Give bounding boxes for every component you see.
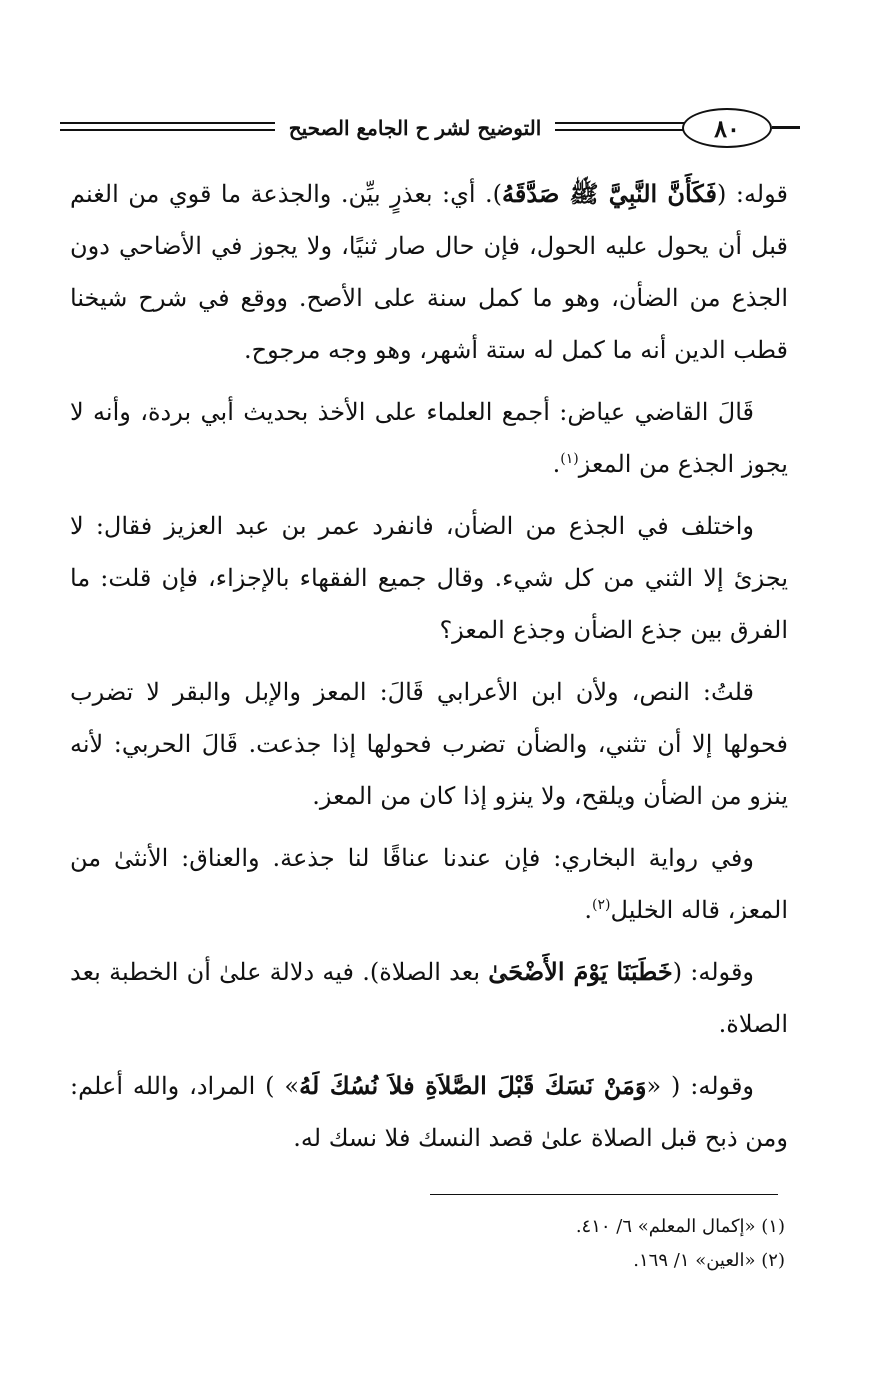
paragraph-2 bbox=[70, 386, 788, 490]
paragraph-5 bbox=[70, 832, 788, 936]
paragraph-3: واختلف في الجذع من الضأن، فانفرد عمر بن عبد العزيز فقال: لا يجزئ إلا الثني من كل شيء. وقال جميع الفقهاء بالإجزاء، فإن قلت: ما الفرق بين جذع الضأن وجذع المعز؟ bbox=[70, 512, 788, 644]
footnote-1: (١) «إكمال المعلم» ٦/ ٤١٠. bbox=[575, 1216, 785, 1237]
hadith-quote: وَمَنْ نَسَكَ قَبْلَ الصَّلاَةِ فلاَ نُسُكَ لَهُ bbox=[299, 1071, 647, 1100]
text: ). أي: بعذرٍ بيِّن. والجذعة ما قوي من الغنم قبل أن يحول عليه الحول، فإن حال صار ثنيًا، ولا يجوز في الأضاحي دون الجذع من الضأن، وهو ما كمل سنة على الأصح. ووقع في شرح شيخنا قطب الدين أنه ما كمل له ستة أشهر، وهو وجه مرجوح. bbox=[70, 180, 789, 364]
text: » ) المراد، والله أعلم: ومن ذبح قبل الصلاة علىٰ قصد النسك فلا نسك له. bbox=[70, 1072, 788, 1152]
text: بعد الصلاة). فيه دلالة علىٰ أن الخطبة بعد الصلاة. bbox=[70, 958, 788, 1038]
running-title: التوضيح لشر ح الجامع الصحيح bbox=[275, 116, 556, 140]
text: وقوله: ( bbox=[672, 958, 755, 986]
footnote-separator bbox=[430, 1194, 778, 1195]
footnote-2: (٢) «العين» ١/ ١٦٩. bbox=[633, 1250, 785, 1271]
text: وقوله: ( « bbox=[646, 1072, 755, 1100]
page-body bbox=[70, 168, 788, 1174]
text: . bbox=[584, 896, 593, 924]
paragraph-4: قلتُ: النص، ولأن ابن الأعرابي قَالَ: المعز والإبل والبقر لا تضرب فحولها إلا أن تثني، والضأن تضرب فحولها إذا جذعت. قَالَ الحربي: لأنه ينزو من الضأن ويلقح، ولا ينزو إذا كان من المعز. bbox=[70, 678, 788, 810]
footnotes bbox=[300, 1210, 785, 1278]
header-right-rule bbox=[772, 126, 800, 129]
hadith-quote: خَطَبَنَا يَوْمَ الأَضْحَىٰ bbox=[488, 957, 673, 986]
running-title-wrap bbox=[120, 108, 710, 148]
footnote-ref-2: (٢) bbox=[592, 897, 611, 913]
page-number bbox=[682, 108, 772, 148]
text: قَالَ القاضي عياض: أجمع العلماء على الأخذ بحديث أبي بردة، وأنه لا يجوز الجذع من المعز bbox=[70, 398, 788, 478]
text: وفي رواية البخاري: فإن عندنا عناقًا لنا جذعة. والعناق: الأنثىٰ من المعز، قاله الخليل bbox=[70, 844, 788, 924]
page-header bbox=[60, 108, 796, 158]
page-number-text: ٨٠ bbox=[714, 113, 740, 143]
text: قوله: ( bbox=[717, 180, 788, 208]
paragraph-1 bbox=[70, 168, 788, 376]
paragraph-6 bbox=[70, 946, 788, 1050]
text: . bbox=[552, 450, 561, 478]
paragraph-7 bbox=[70, 1060, 788, 1164]
hadith-quote: فَكَأَنَّ النَّبِيَّ ﷺ صَدَّقَهُ bbox=[502, 179, 718, 208]
footnote-ref-1: (١) bbox=[560, 451, 579, 467]
